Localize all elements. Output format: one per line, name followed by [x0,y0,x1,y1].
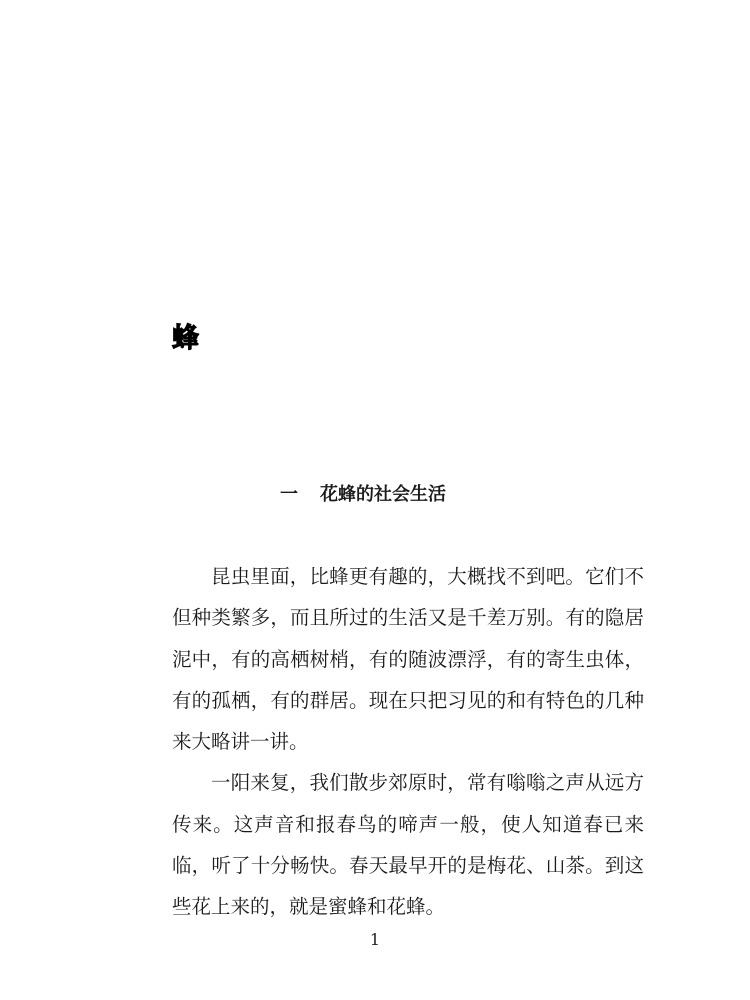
body-text [172,556,644,928]
page-number: 1 [369,930,381,949]
section-title: 花蜂的社会生活 [320,484,446,505]
paragraph: 一阳来复，我们散步郊原时，常有嗡嗡之声从远方传来。这声音和报春鸟的啼声一般，使人知道春已来临，听了十分畅快。春天最早开的是梅花、山茶。到这些花上来的，就是蜜蜂和花蜂。 [172,771,644,919]
section-number: 一 [280,484,298,505]
paragraph: 昆虫里面，比蜂更有趣的，大概找不到吧。它们不但种类繁多，而且所过的生活又是千差万别。有的隐居泥中，有的高栖树梢，有的随波漂浮，有的寄生虫体，有的孤栖，有的群居。现在只把习见的和有特色的几种来大略讲一讲。 [172,565,644,754]
section-heading [0,482,750,508]
chapter-title: 蜂 [172,323,199,354]
